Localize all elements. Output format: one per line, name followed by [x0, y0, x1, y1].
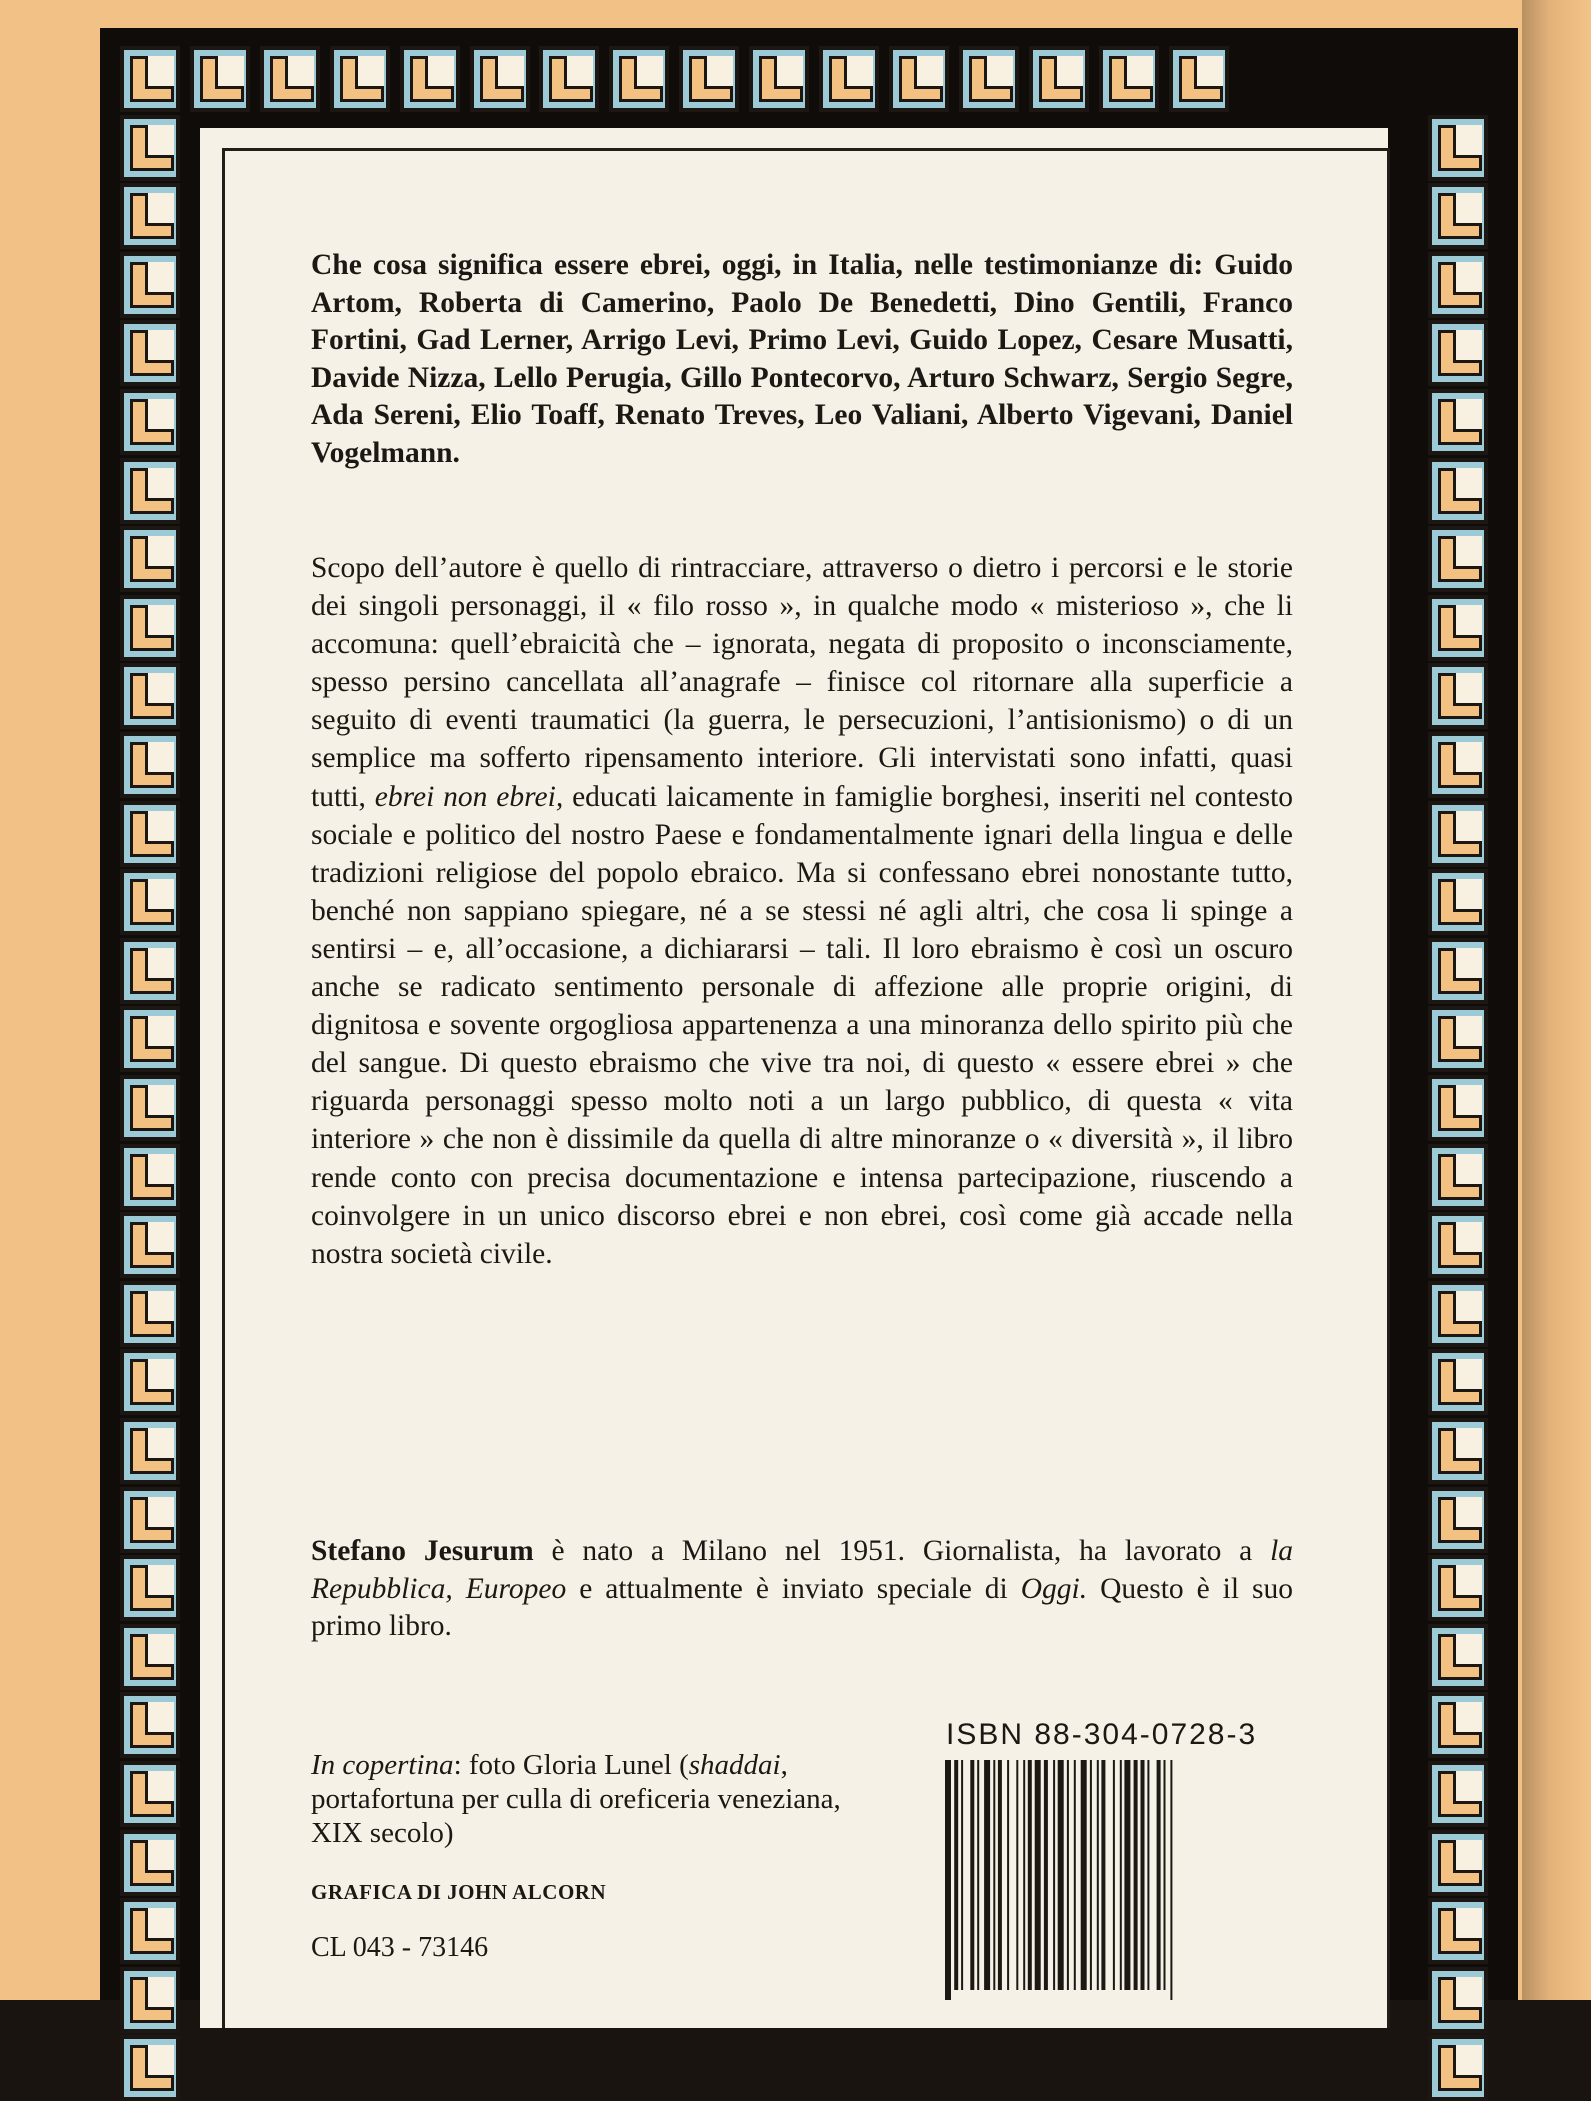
border-tile	[1428, 1692, 1488, 1758]
border-tile	[120, 252, 180, 318]
barcode-bar	[961, 1760, 963, 1990]
catalog-code: CL 043 - 73146	[311, 1932, 489, 1963]
border-tile	[120, 869, 180, 935]
border-tile	[120, 1349, 180, 1415]
publication-names: la Repubblica, Europeo	[311, 1535, 1294, 1605]
border-tile	[120, 938, 180, 1004]
border-tile	[120, 2035, 180, 2101]
cover-credit-item: shaddai	[688, 1749, 781, 1781]
border-tile	[889, 46, 949, 112]
border-tile	[1428, 595, 1488, 661]
border-tile	[120, 1144, 180, 1210]
barcode-bar	[1028, 1760, 1032, 1990]
border-tile	[120, 1898, 180, 1964]
border-tile	[260, 46, 320, 112]
border-tile	[1169, 46, 1229, 112]
border-tile	[120, 46, 180, 112]
intro-paragraph: Che cosa significa essere ebrei, oggi, in Italia, nelle testimonianze di: Guido Artom, Roberta di Camerino, Paolo De Benedetti, Dino Gentili, Franco Fortini, Gad Lerner, Arrigo Levi, Primo Levi, Guido Lopez, Cesare Musatti, Davide Nizza, Lello Perugia, Gillo Pontecorvo, Arturo Schwarz, Sergio Segre, Ada Sereni, Elio Toaff, Renato Treves, Leo Valiani, Alberto Vigevani, Daniel Vogelmann.	[311, 249, 1293, 469]
border-tile	[120, 183, 180, 249]
border-tile	[959, 46, 1019, 112]
barcode-bar	[1090, 1760, 1092, 1990]
barcode-bar	[1074, 1760, 1076, 1990]
border-tile	[120, 389, 180, 455]
border-tile	[120, 526, 180, 592]
border-tile	[1428, 1761, 1488, 1827]
barcode	[941, 1760, 1293, 2000]
isbn-number: ISBN 88-304-0728-3	[946, 1718, 1258, 1751]
border-tile	[1428, 1212, 1488, 1278]
border-tile	[120, 115, 180, 181]
border-tile	[539, 46, 599, 112]
border-tile	[120, 595, 180, 661]
barcode-bar	[998, 1760, 1002, 1990]
border-tile	[120, 801, 180, 867]
border-tile	[1428, 1006, 1488, 1072]
barcode-bar	[1170, 1760, 1172, 2000]
border-tile	[120, 1761, 180, 1827]
border-tile	[120, 1830, 180, 1896]
border-tile	[120, 1006, 180, 1072]
border-tile	[120, 1624, 180, 1690]
barcode-bar	[1044, 1760, 1048, 1990]
barcode-bar	[1007, 1760, 1009, 1990]
border-tile	[1428, 1349, 1488, 1415]
synopsis-emphasis: ebrei non ebrei,	[374, 780, 564, 813]
border-tile	[1428, 1144, 1488, 1210]
border-tile	[1428, 801, 1488, 867]
barcode-bar	[1053, 1760, 1055, 1990]
barcode-bar	[977, 1760, 979, 1990]
border-tile	[819, 46, 879, 112]
synopsis-part-1: Scopo dell’autore è quello di rintracciare, attraverso o dietro i percorsi e le storie dei singoli personaggi, il « filo rosso », in qualche modo « misterioso », che li accomuna: quell’ebraicità che – ignorata, negata di proposito o inconsciamente, spesso persino cancellata all’anagrafe – finisce col ritornare alla superficie a seguito di eventi traumatici (la guerra, le persecuzioni, l’antisionismo) o di un semplice ma sofferto ripensamento interiore. Gli intervistati sono infatti, quasi tutti,	[311, 552, 1293, 813]
border-tile	[120, 1075, 180, 1141]
barcode-bar	[1141, 1760, 1145, 1990]
barcode-bar	[945, 1760, 951, 2000]
border-tile	[120, 1212, 180, 1278]
barcode-bar	[993, 1760, 995, 1990]
border-tile	[120, 663, 180, 729]
border-tile	[1029, 46, 1089, 112]
border-tile	[1428, 320, 1488, 386]
author-bio	[311, 1533, 1293, 1646]
barcode-bar	[1164, 1760, 1166, 1990]
border-tile	[400, 46, 460, 112]
border-tile	[1428, 938, 1488, 1004]
border-tile	[679, 46, 739, 112]
author-name: Stefano Jesurum	[311, 1535, 534, 1567]
barcode-bar	[970, 1760, 974, 1990]
barcode-bar	[1120, 1760, 1122, 1990]
synopsis-part-2: educati laicamente in famiglie borghesi, inseriti nel contesto sociale e politico del nostro Paese e fondamentalmente ignari della lingua e delle tradizioni religiose del popolo ebraico. Ma si confessano ebrei nonostante tutto, benché non sappiano spiegare, né a se stessi né agli altri, che cosa li spinge a sentirsi – e, all’occasione, a dichiararsi – tali. Il loro ebraismo è così un oscuro anche se radicato sentimento personale di affezione alle proprie origini, di dignitosa e sovente orgogliosa appartenenza a una minoranza dello spirito più che del sangue. Di questo ebraismo che vive tra noi, di questo « essere ebrei » che riguarda personaggi spesso molto noti a un largo pubblico, di questa « vita interiore » che non è dissimile da quella di altre minoranze o « diversità », il libro rende conto con precisa documentazione e intensa partecipazione, riuscendo a coinvolgere in un unico discorso ebrei e non ebrei, così come già accade nella nostra società civile.	[311, 780, 1294, 1270]
barcode-bar	[1124, 1760, 1130, 1990]
barcode-bar	[984, 1760, 990, 1990]
border-tile	[190, 46, 250, 112]
border-tile	[1428, 2035, 1488, 2101]
border-tile	[1428, 1487, 1488, 1553]
barcode-bar	[1081, 1760, 1087, 1990]
border-tile	[749, 46, 809, 112]
author-bio-text: Questo è il suo primo libro.	[311, 1572, 1294, 1642]
border-tile	[1428, 1898, 1488, 1964]
barcode-bar	[1147, 1760, 1149, 1990]
barcode-bar	[1101, 1760, 1105, 1990]
border-tile	[1428, 115, 1488, 181]
border-tile	[1428, 458, 1488, 524]
barcode-bar	[1058, 1760, 1064, 1990]
cover-credit-text: , portafortuna per culla di oreficeria veneziana, XIX secolo)	[311, 1749, 841, 1849]
border-tile	[1428, 183, 1488, 249]
design-credit: GRAFICA DI JOHN ALCORN	[311, 1880, 607, 1904]
border-tile	[120, 1967, 180, 2033]
barcode-bar	[1113, 1760, 1115, 1990]
border-tile	[1428, 1830, 1488, 1896]
border-tile	[470, 46, 530, 112]
author-bio-text: è nato a Milano nel 1951. Giornalista, ha lavorato a	[551, 1535, 1253, 1567]
border-tile	[609, 46, 669, 112]
border-tile	[120, 732, 180, 798]
barcode-bar	[954, 1760, 958, 1990]
border-tile	[1428, 1624, 1488, 1690]
border-tile	[1428, 732, 1488, 798]
border-tile	[1428, 1555, 1488, 1621]
border-tile	[1428, 1281, 1488, 1347]
border-tile	[120, 458, 180, 524]
border-tile	[1428, 389, 1488, 455]
border-tile	[1428, 663, 1488, 729]
border-tile	[1428, 1075, 1488, 1141]
border-tile	[120, 1418, 180, 1484]
border-tile	[120, 1281, 180, 1347]
border-tile	[120, 1487, 180, 1553]
border-tile	[1428, 1967, 1488, 2033]
barcode-bar	[1023, 1760, 1025, 1990]
synopsis-paragraph	[311, 549, 1293, 1273]
cover-credit-label: In copertina	[311, 1749, 454, 1781]
publication-name: Oggi.	[1020, 1572, 1088, 1605]
barcode-bar	[1097, 1760, 1099, 1990]
barcode-bar	[1067, 1760, 1069, 1990]
author-bio-text: e attualmente è inviato speciale di	[579, 1572, 1008, 1605]
cover-credit	[311, 1748, 871, 1850]
border-tile	[1428, 526, 1488, 592]
border-tile	[120, 1692, 180, 1758]
border-tile	[1428, 869, 1488, 935]
border-tile	[1099, 46, 1159, 112]
barcode-bar	[1016, 1760, 1018, 1990]
barcode-bar	[1134, 1760, 1138, 1990]
border-tile	[1428, 252, 1488, 318]
barcode-bar	[1157, 1760, 1161, 1990]
cover-credit-text: : foto Gloria Lunel (	[453, 1749, 689, 1781]
border-tile	[330, 46, 390, 112]
border-tile	[120, 320, 180, 386]
border-tile	[120, 1555, 180, 1621]
barcode-bar	[1035, 1760, 1041, 1990]
border-tile	[1428, 1418, 1488, 1484]
